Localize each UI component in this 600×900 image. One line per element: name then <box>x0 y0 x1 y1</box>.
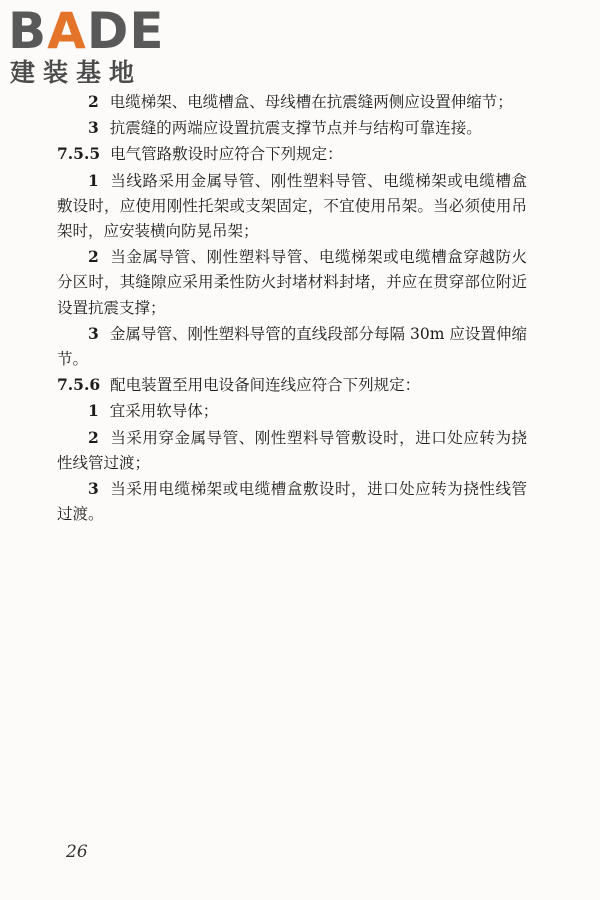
list-item: 2 当采用穿金属导管、刚性塑料导管敷设时，进口处应转为挠性线管过渡； <box>57 427 527 472</box>
logo-wordmark: BADE <box>8 2 165 60</box>
clause-heading: 7.5.6 配电装置至用电设备间连线应符合下列规定： <box>57 375 421 395</box>
list-item: 1 当线路采用金属导管、刚性塑料导管、电缆梯架或电缆槽盒敷设时，应使用刚性托架或支架固定，不宜使用吊架。当必须使用吊架时，应安装横向防晃吊架； <box>57 170 527 241</box>
document-body <box>57 89 527 527</box>
bade-logo <box>8 4 178 90</box>
list-item: 3 金属导管、刚性塑料导管的直线段部分每隔 30m 应设置伸缩节。 <box>57 323 527 369</box>
page-number: 26 <box>66 842 88 862</box>
list-item: 2 电缆梯架、电缆槽盒、母线槽在抗震缝两侧应设置伸缩节； <box>88 92 513 111</box>
logo-chinese-name: 建装基地 <box>10 58 143 87</box>
list-item: 3 当采用电缆梯架或电缆槽盒敷设时，进口处应转为挠性线管过渡。 <box>57 479 527 524</box>
list-item: 2 当金属导管、刚性塑料导管、电缆梯架或电缆槽盒穿越防火分区时，其缝隙应采用柔性防火封堵材料封堵，并应在贯穿部位附近设置抗震支撑； <box>57 247 527 317</box>
list-item: 1 宜采用软导体； <box>88 401 219 421</box>
list-item: 3 抗震缝的两端应设置抗震支撑节点并与结构可靠连接。 <box>88 118 482 138</box>
clause-heading: 7.5.5 电气管路敷设时应符合下列规定： <box>57 144 343 164</box>
